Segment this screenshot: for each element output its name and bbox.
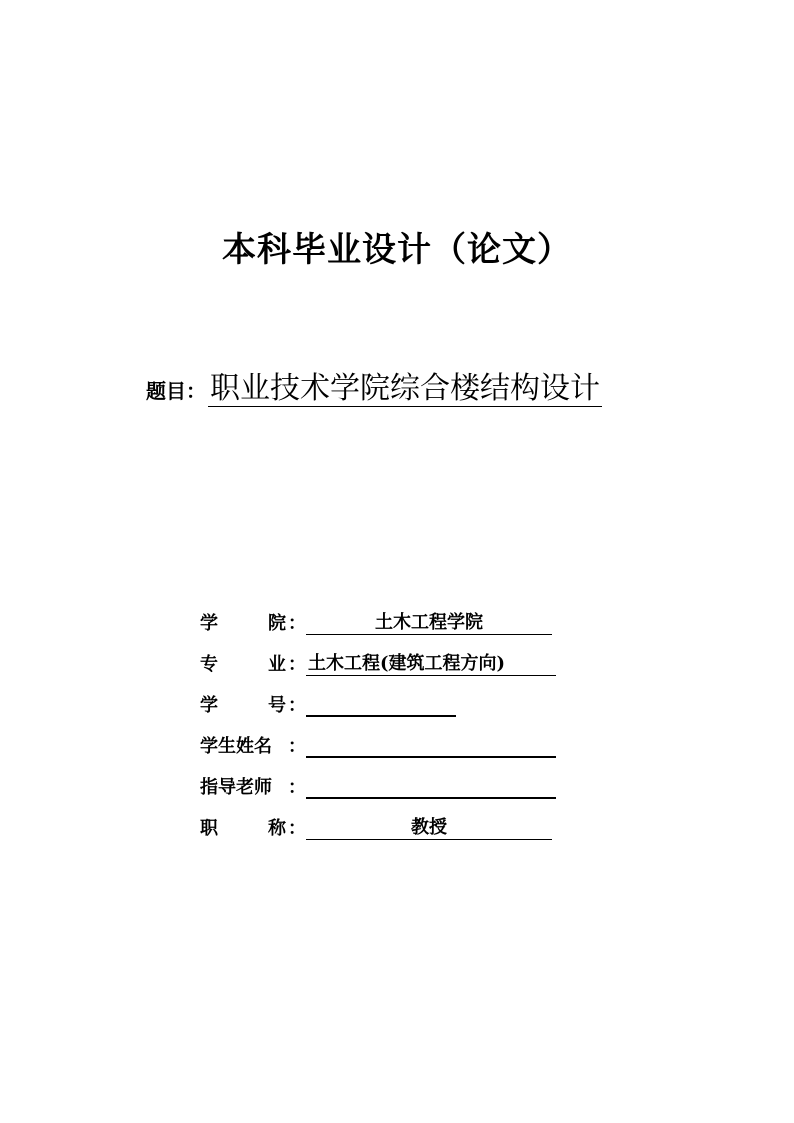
student-name-field [306, 734, 556, 758]
student-name-label [200, 732, 306, 758]
major-label [200, 650, 306, 676]
student-id-field [306, 693, 456, 717]
student-name-row [200, 717, 556, 758]
title-rank-field: 教授 [306, 816, 552, 840]
college-row [200, 594, 556, 635]
title-rank-label [200, 814, 306, 840]
title-rank-label-b: 称 [268, 818, 286, 839]
major-row [200, 635, 556, 676]
college-colon: ： [288, 613, 306, 634]
subject-value: 职业技术学院综合楼结构设计 [210, 371, 600, 406]
title-rank-row [200, 799, 556, 840]
college-label-a: 学 [200, 613, 218, 634]
info-block [200, 594, 556, 840]
advisor-row [200, 758, 556, 799]
student-id-colon: ： [288, 695, 306, 716]
advisor-label-text: 指导老师 [200, 777, 272, 798]
college-label-b: 院 [268, 613, 286, 634]
student-name-label-text: 学生姓名 [200, 736, 272, 757]
title-rank-colon: ： [288, 818, 306, 839]
college-field: 土木工程学院 [306, 611, 552, 635]
advisor-label [200, 773, 306, 799]
student-id-row [200, 676, 556, 717]
major-label-b: 业 [268, 654, 286, 675]
student-id-label [200, 691, 306, 717]
student-name-colon: ： [288, 736, 306, 757]
student-id-label-a: 学 [200, 695, 218, 716]
major-field: 土木工程(建筑工程方向) [306, 652, 556, 676]
major-colon: ： [288, 654, 306, 675]
title-rank-label-a: 职 [200, 818, 218, 839]
student-id-label-b: 号 [268, 695, 286, 716]
major-label-a: 专 [200, 654, 218, 675]
advisor-field [306, 775, 556, 799]
advisor-colon: ： [288, 777, 306, 798]
subject-row [146, 372, 602, 407]
document-title: 本科毕业设计（论文） [222, 230, 572, 270]
college-label [200, 609, 306, 635]
subject-label: 题目： [146, 379, 206, 403]
